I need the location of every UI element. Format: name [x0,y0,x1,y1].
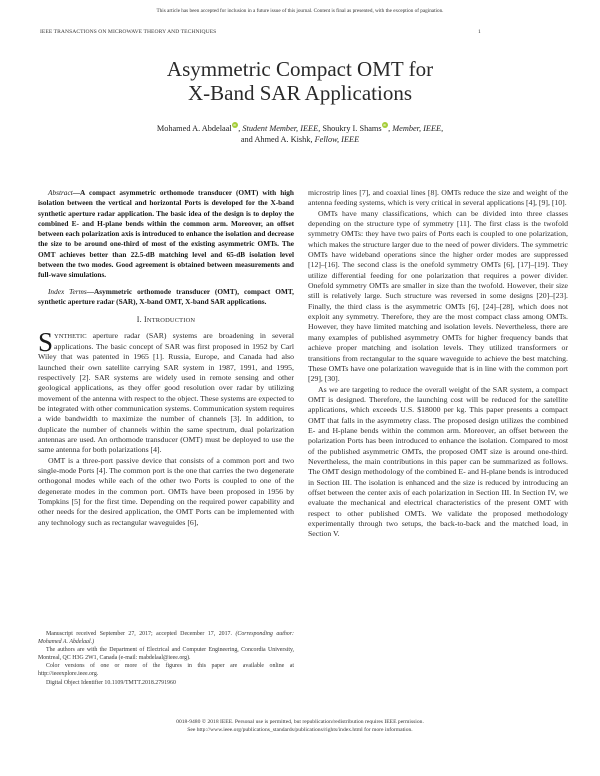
page-number: 1 [478,29,481,35]
paper-title [0,57,600,105]
copyright-line-2: See http://www.ieee.org/publications_standards/publications/rights/index.html for more information. [187,727,413,734]
title-line-1: Asymmetric Compact OMT for [166,57,434,81]
intro-paragraph-4: As we are targeting to reduce the overall weight of the SAR system, a compact OMT is designed. Therefore, the launching cost will be reduced for the satellite applications, which exceeds U.S. $18000 per kg. This paper presents a compact OMT that falls in the asymmetry class. The proposed design utilizes the combined E- and H-plane bends within the common arm. Moreover, an offset between the polarization Ports has been introduced to enhance the isolation. Compared to most of the published asymmetric OMTs, the proposed OMT size is around one-third. Nevertheless, the main contributions in this paper can be summarized as follows. The OMT design methodology of the combined E- and H-plane bends is introduced in Section III. The isolation is enhanced and the size is reduced by introducing an offset between the center axis of each polarization in Section III. In Section IV, we evaluate the mechanical and electrical characteristics of the present OMT with respect to other published OMTs. We validate the proposed methodology experimentally through two setups, the back-to-back and the matched load, in Section V. [308,384,568,539]
orcid-icon[interactable] [232,122,238,128]
section-heading-introduction [38,315,294,326]
footnote-received [38,630,294,646]
intro-paragraph-3: OMTs have many classifications, which can be divided into three classes depending on the structure type of symmetry [11]. The first class is the twofold symmetry OMTs: they have two pairs of Ports each is coupled to one polarization, which makes the structure larger due to the need of power dividers. The symmetric OMTs have wideband operations since the higher order modes are suppressed [12]–[16]. The second class is the onefold symmetry OMTs [6], [17]–[19]. They utilize differential feeding for one polarization that requires a power divider. Onefold symmetry OMTs are smaller in size than the twofold. However, their size still is relatively large. Such structure was reversed in some designs [20]–[23]. Finally, the third class is the asymmetric OMTs [6], [24]–[28], which does not exploit any symmetry. Therefore, they are the most compact class among OMTs. However, they have limited matching and isolation levels. Nevertheless, there are many examples of published asymmetry OMTs for higher frequency bands that achieve proper matching and isolation levels. They utilized transformers or transitions from rectangular to the square waveguide to achieve the best matching. These OMTs have one polarization waveguide that is in line with the common port [29], [30]. [308,208,568,384]
author-3-name: and Ahmed A. Kishk, [240,135,313,144]
footnote-doi: Digital Object Identifier 10.1109/TMTT.2018.2791960 [46,679,176,686]
left-column [38,188,294,528]
author-2-role: Member, IEEE [392,124,442,133]
section-title-rest: NTRODUCTION [146,317,196,325]
index-terms-label: Index Terms [48,286,87,296]
intro-paragraph-2: OMT is a three-port passive device that consists of a common port and two single-mode Ports [4]. The common port is the one that carries the two degenerate orthogonal modes while each of the other two Ports is coupled to one of the degenerate modes in the common port. OMTs have been proposed in 1956 by Tompkins [5] for the first time. Depending on the required power capability and other needs for the desired application, the OMT Ports can be implemented with any technology such as rectangular waveguides [6], [38,455,294,527]
abstract-text: —A compact asymmetric orthomode transducer (OMT) with high isolation between the vertical and horizontal Ports is developed for the X-band synthetic aperture radar application. The basic idea of the design is to deploy the combined E- and H-plane bends within the common arm. Moreover, an offset between each polarization axis is introduced to enhance the isolation and decrease the size to be around one-third of most of the existing asymmetric OMTs. The OMT achieves better than 22.5-dB matching level and 65-dB isolation level between the two modes. Good agreement is obtained between measurements and full-wave simulations. [38,188,294,280]
received-text: Manuscript received September 27, 2017; accepted December 17, 2017. [46,631,232,637]
abstract [38,188,294,281]
intro-paragraph-1-text: aperture radar (SAR) systems are broadening in several applications. The basic concept of SAR was first proposed in 1952 by Carl Wiley that was patented in 1965 [1]. Russia, Europe, and Canada had also launched their own satellite carrying SAR system in 1987, 1991, and 1995, respectively [2]. SAR systems are widely used in remote sensing and other geological applications, as they offer good resolution over radar by utilizing movement of the antenna with respect to the object. These systems are expected to be integrated with other communication systems. Communication system requires a wide bandwidth to maximize the number of channels [3]. In addition, to duplicate the number of channels within the same spectrum, dual polarization antennas are used. An orthomode transducer (OMT) must be deployed to use the same antenna for both polarizations [4]. [38,330,294,455]
corresponding-author: (Corresponding author: Mohamed A. Abdelaal.) [38,631,294,646]
author-3-role: Fellow, IEEE [314,135,360,144]
author-line-1: Mohamed A. Abdelaal iD , Student Member, IEEE, Shoukry I. Shams iD , Member, IEEE, [0,122,600,134]
drop-cap: S [38,326,54,357]
copyright-line-1: 0018-9480 © 2018 IEEE. Personal use is permitted, but republication/redistribution requires IEEE permission. [176,719,424,725]
right-column [308,188,568,540]
author-list [0,122,600,145]
copyright-notice [0,718,600,734]
author-line-2 [0,134,600,145]
section-number: I. [136,315,142,325]
title-line-2: X-Band SAR Applications [188,81,412,105]
author-1-name: Mohamed A. Abdelaal [156,124,232,133]
top-notice: This article has been accepted for inclusion in a future issue of this journal. Content is final as presented, with the exception of pagination. [156,8,444,14]
footnote-affiliation: The authors are with the Department of Electrical and Computer Engineering, Concordia University, Montreal, QC H3G 2W1, Canada (e-mail: mabdelaal@ieee.org). [38,647,294,662]
intro-paragraph-2-continued: microstrip lines [7], and coaxial lines [8]. OMTs reduce the size and weight of the antenna feeding systems, which is very critical in several applications [4], [9], [10]. [308,188,568,208]
section-title-initial: I [144,315,147,325]
intro-paragraph-1 [38,326,294,456]
footnote-color-versions: Color versions of one or more of the figures in this paper are available online at http://ieeexplore.ieee.org. [38,663,294,678]
index-terms [38,287,294,308]
index-terms-text: —Asymmetric orthomode transducer (OMT), compact OMT, synthetic aperture radar (SAR), X-band OMT, X-band SAR applications. [38,286,294,306]
first-word-rest: YNTHETIC [54,332,87,340]
author-1-role: Student Member, IEEE [242,124,319,133]
footnotes [38,630,294,687]
abstract-label: Abstract [48,188,73,197]
running-head: IEEE TRANSACTIONS ON MICROWAVE THEORY AND TECHNIQUES [40,29,217,35]
orcid-icon[interactable] [382,122,388,128]
author-2-name: Shoukry I. Shams [322,124,382,133]
